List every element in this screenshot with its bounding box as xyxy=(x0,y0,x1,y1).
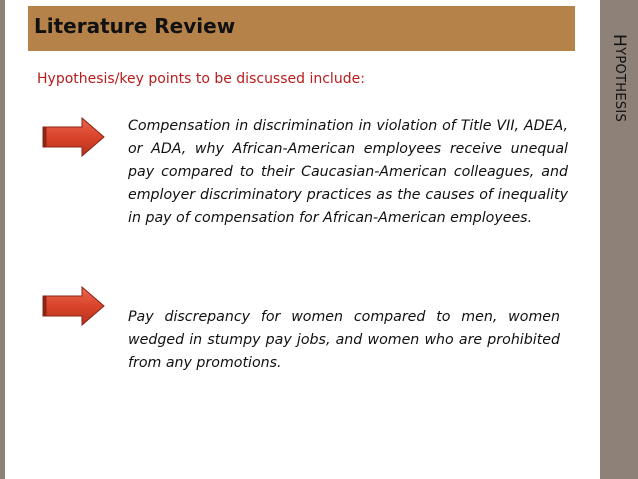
side-label-rest: YPOTHESIS xyxy=(612,47,627,123)
side-label-initial: H xyxy=(609,34,629,48)
slide-title: Literature Review xyxy=(34,14,236,38)
slide-subtitle: Hypothesis/key points to be discussed include: xyxy=(37,71,365,87)
key-point-text: Compensation in discrimination in violation of Title VII, ADEA, or ADA, why African-American employees receive unequal pay compared to their Caucasian-American colleagues, and employer discriminatory practices as the causes of inequality in pay of compensation for African-American employees. xyxy=(128,118,568,226)
header-bar xyxy=(28,6,575,51)
key-point-text: Pay discrepancy for women compared to men, women wedged in stumpy pay jobs, and women who are prohibited from any promotions. xyxy=(128,309,560,371)
right-arrow-icon xyxy=(42,286,106,326)
left-edge-rule xyxy=(0,0,5,479)
right-arrow-icon xyxy=(42,117,106,157)
side-section-label xyxy=(609,34,629,122)
